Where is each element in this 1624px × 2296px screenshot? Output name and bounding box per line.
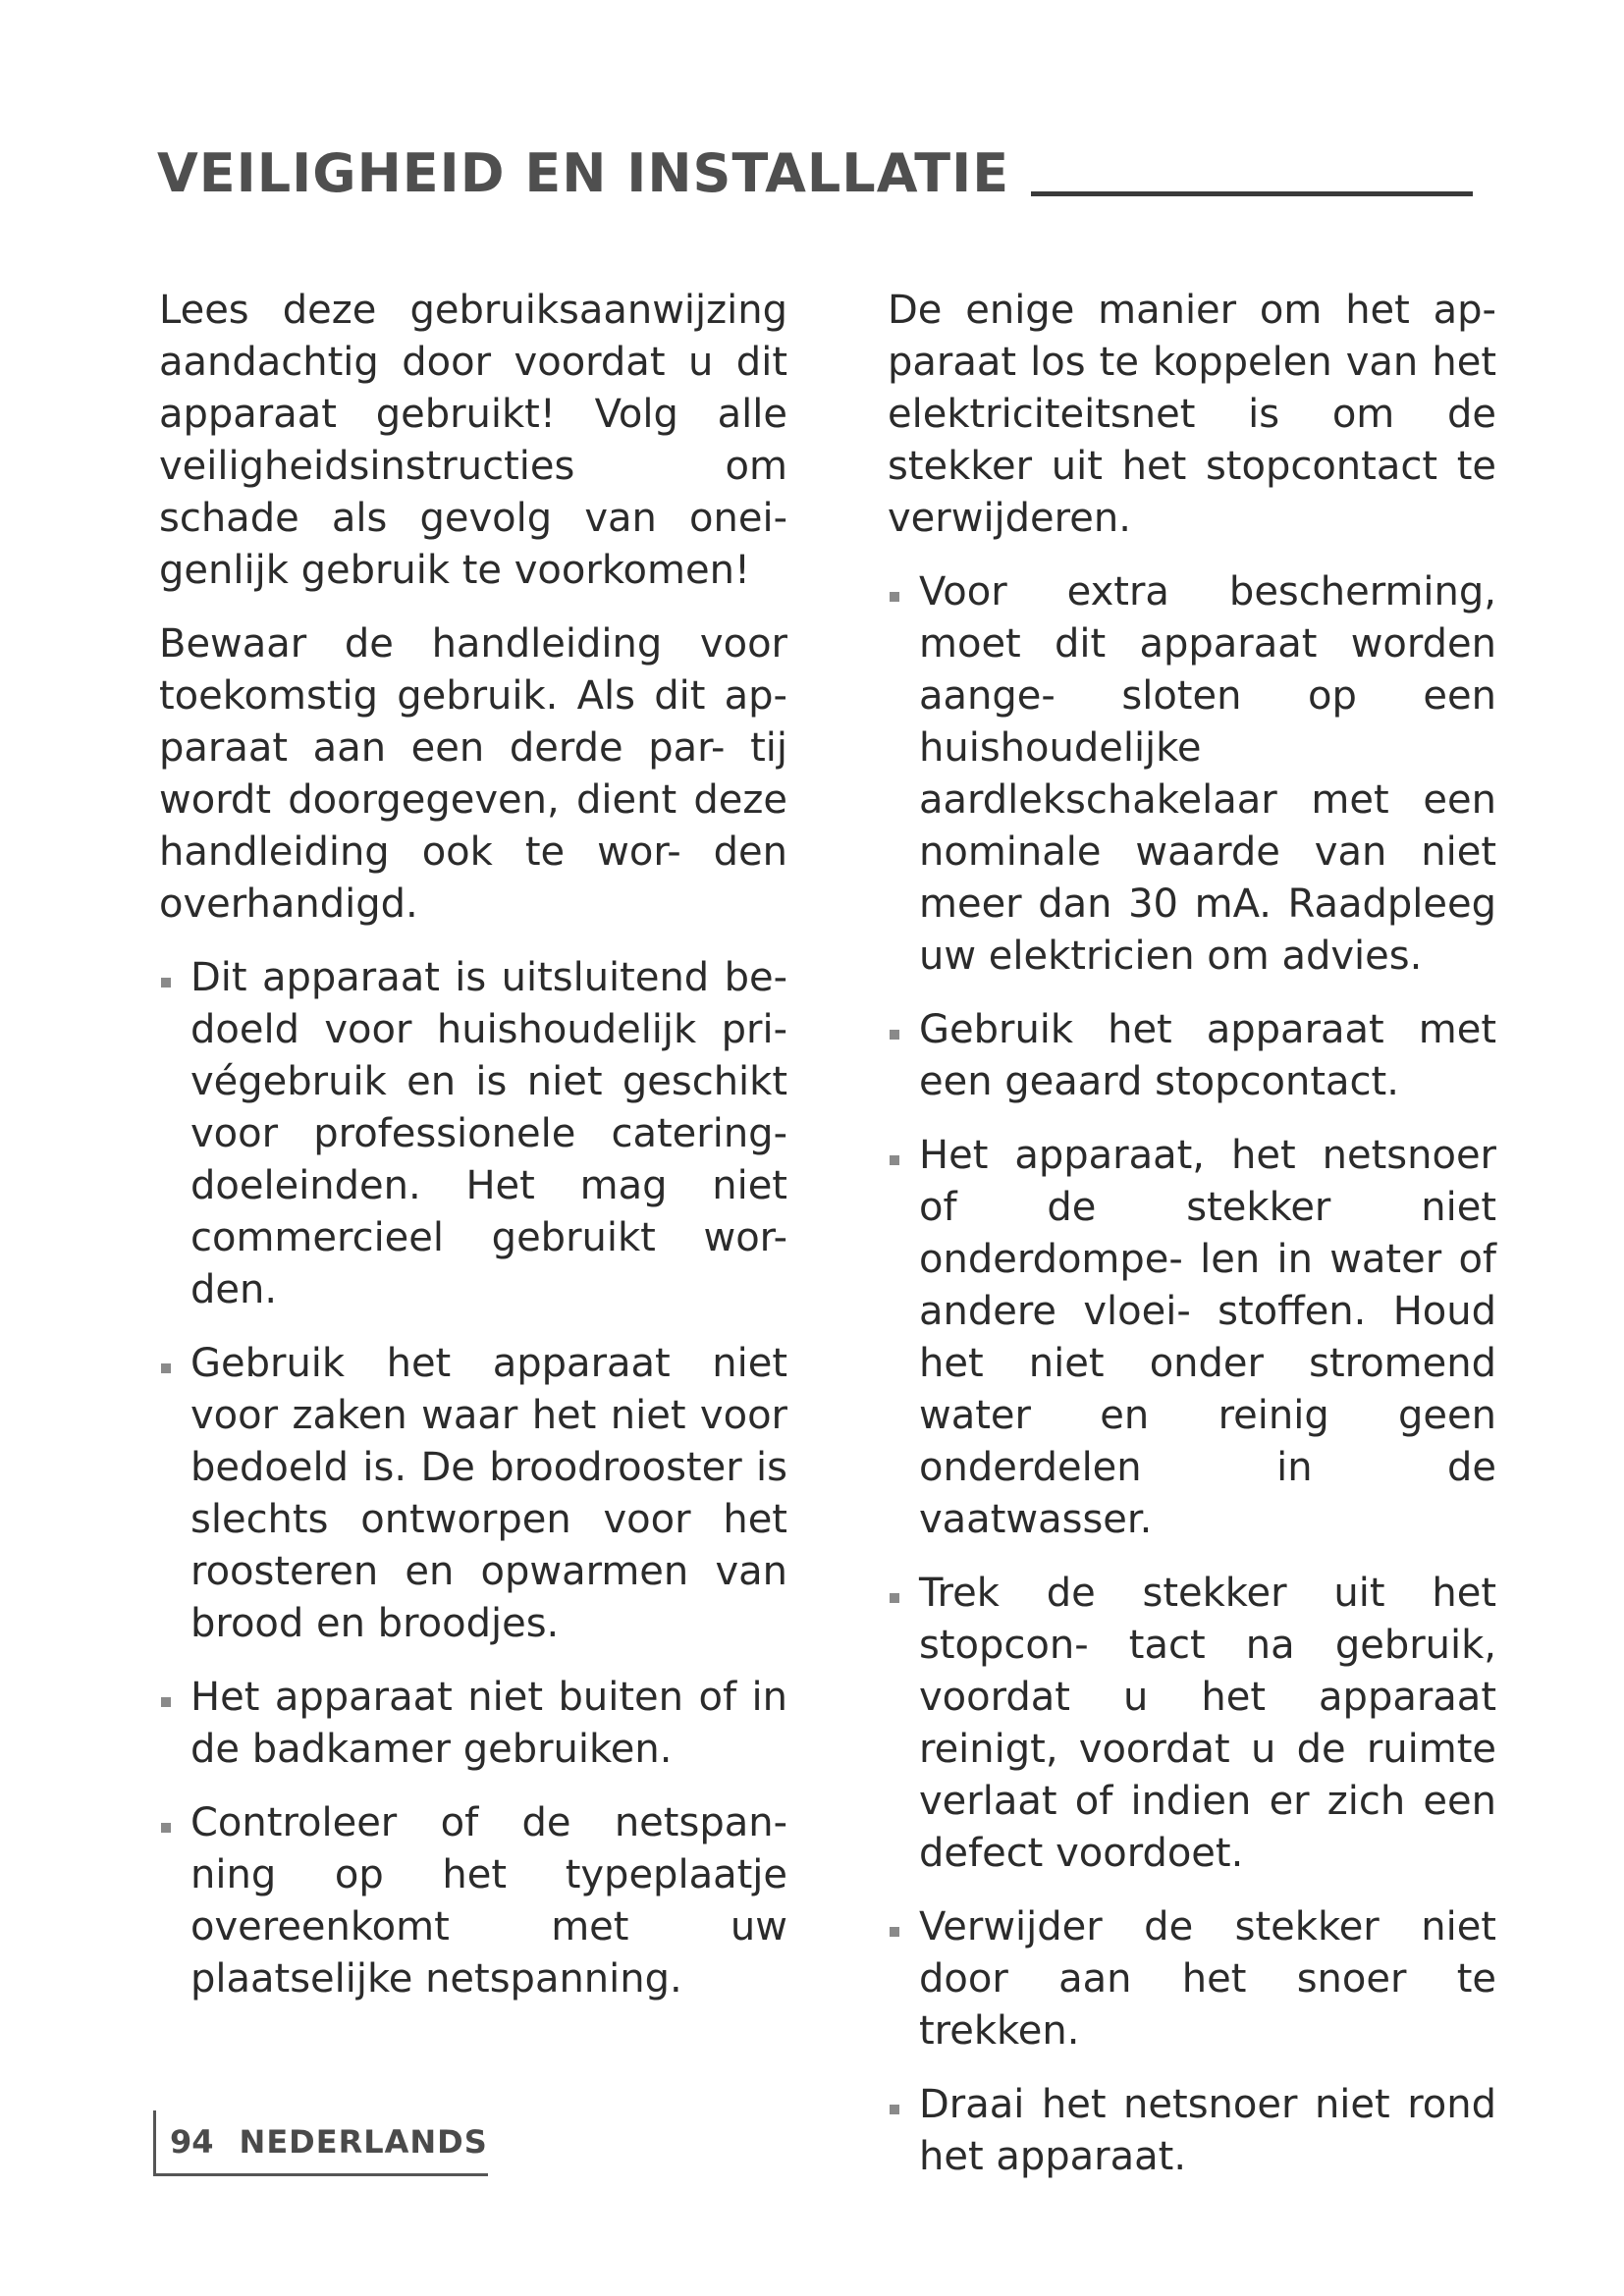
list-item-text: Verwijder de stekker niet door aan het snoer te trekken. <box>919 1904 1496 2054</box>
safety-list <box>888 566 1496 2183</box>
page-footer <box>153 2110 488 2176</box>
square-bullet-icon <box>890 592 899 602</box>
intro-paragraph: Lees deze gebruiksaanwijzing aandachtig door voordat u dit apparaat gebruikt! Volg alle veiligheidsinstructies om schade als gevolg van onei- genlijk gebruik te voorkomen! <box>159 288 787 593</box>
safety-list <box>159 952 787 2005</box>
list-item <box>888 2079 1496 2183</box>
list-item-text: Trek de stekker uit het stopcon- tact na gebruik, voordat u het apparaat reinigt, voordat u de ruimte verlaat of indien er zich een defect voordoet. <box>919 1571 1496 1876</box>
list-item <box>159 1797 787 2005</box>
footer-language: NEDERLANDS <box>239 2123 488 2161</box>
list-item <box>888 1130 1496 1546</box>
page-title <box>157 142 1473 204</box>
intro-paragraph: De enige manier om het ap- paraat los te koppelen van het elektriciteitsnet is om de stekker uit het stopcontact te verwijderen. <box>888 288 1496 541</box>
list-item <box>888 1004 1496 1108</box>
square-bullet-icon <box>890 1593 899 1603</box>
title-underline <box>1031 191 1473 196</box>
list-item <box>159 1338 787 1650</box>
list-item-text: Gebruik het apparaat met een geaard stopcontact. <box>919 1007 1496 1104</box>
left-column <box>159 285 787 2027</box>
list-item-text: Gebruik het apparaat niet voor zaken waar het niet voor bedoeld is. De broodrooster is slechts ontworpen voor het roosteren en opwarmen van brood en broodjes. <box>190 1341 787 1646</box>
square-bullet-icon <box>890 2105 899 2114</box>
list-item <box>888 1901 1496 2057</box>
list-item-text: Voor extra bescherming, moet dit apparaat worden aange- sloten op een huishoudelijke aardlekschakelaar met een nominale waarde van niet meer dan 30 mA. Raadpleeg uw elektricien om advies. <box>919 569 1496 979</box>
list-item-text: Draai het netsnoer niet rond het apparaat. <box>919 2082 1496 2179</box>
page-title-text: VEILIGHEID EN INSTALLATIE <box>157 142 1010 204</box>
square-bullet-icon <box>890 1030 899 1040</box>
square-bullet-icon <box>890 1927 899 1937</box>
list-item-text: Controleer of de netspan- ning op het typeplaatje overeenkomt met uw plaatselijke netspanning. <box>190 1800 787 2002</box>
square-bullet-icon <box>161 1697 171 1707</box>
list-item-text: Het apparaat, het netsnoer of de stekker niet onderdompe- len in water of andere vloei- stoffen. Houd het niet onder stromend water en reinig geen onderdelen in de vaatwasser. <box>919 1133 1496 1542</box>
list-item-text: Dit apparaat is uitsluitend be- doeld voor huishoudelijk pri- végebruik en is niet geschikt voor professionele catering- doeleinden. Het mag niet commercieel gebruikt wor- den. <box>190 955 787 1312</box>
page-number: 94 <box>170 2123 214 2161</box>
square-bullet-icon <box>161 1363 171 1373</box>
square-bullet-icon <box>161 1823 171 1833</box>
list-item <box>159 1672 787 1776</box>
list-item <box>888 566 1496 983</box>
square-bullet-icon <box>161 978 171 988</box>
list-item-text: Het apparaat niet buiten of in de badkamer gebruiken. <box>190 1675 787 1772</box>
list-item <box>159 952 787 1316</box>
intro-paragraph: Bewaar de handleiding voor toekomstig gebruik. Als dit ap- paraat aan een derde par- tij wordt doorgegeven, dient deze handleiding ook te wor- den overhandigd. <box>159 621 787 927</box>
square-bullet-icon <box>890 1155 899 1165</box>
list-item <box>888 1568 1496 1880</box>
right-column <box>888 285 1496 2205</box>
